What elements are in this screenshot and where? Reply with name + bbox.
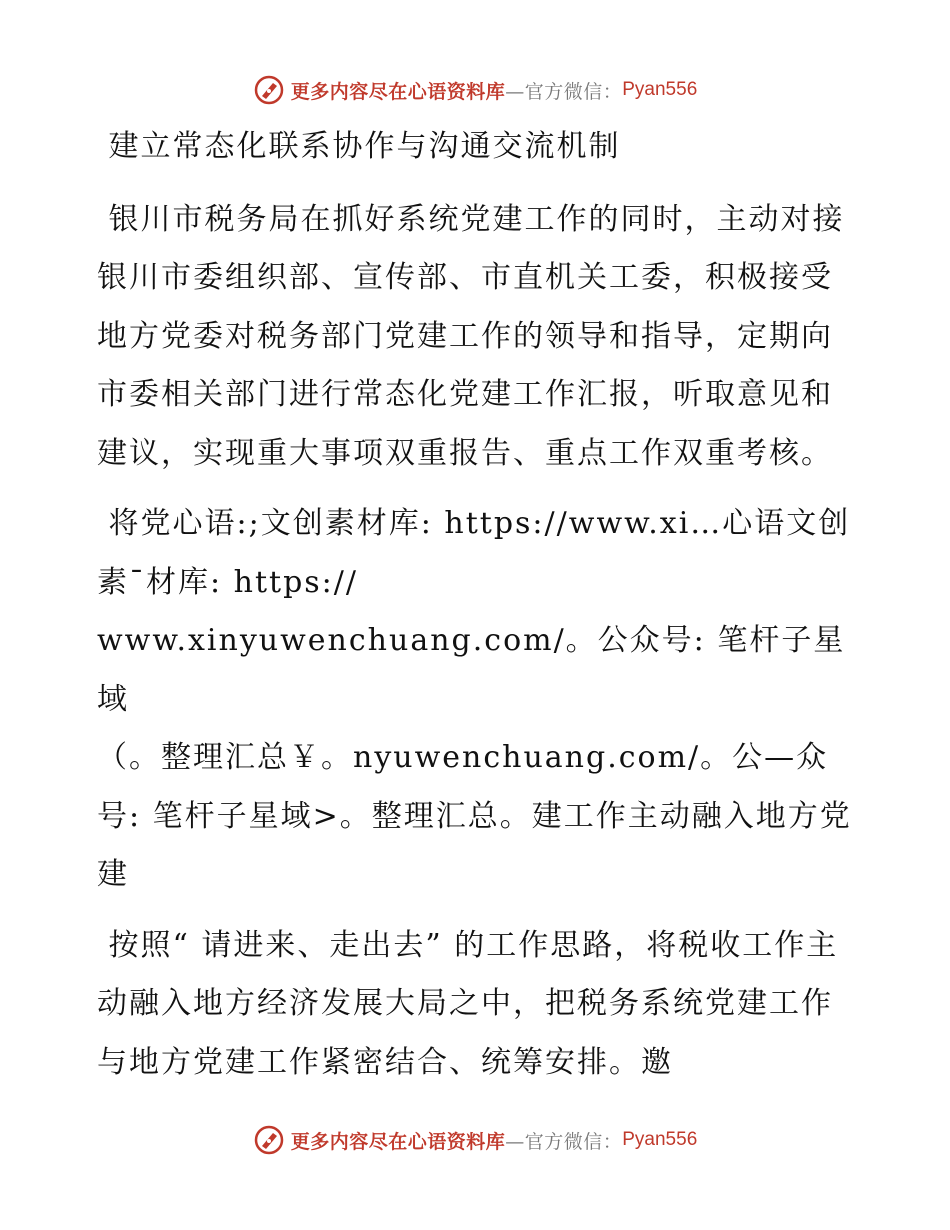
paragraph-1: 银川市税务局在抓好系统党建工作的同时，主动对接银川市委组织部、宣传部、市直机关工委，积极接受地方党委对税务部门党建工作的领导和指导，定期向市委相关部门进行常态化党建工作汇报，听取意见和建议，实现重大事项双重报告、重点工作双重考核。 xyxy=(97,201,845,471)
pen-logo-icon xyxy=(253,74,285,106)
paragraph-3: 按照“ 请进来、走出去” 的工作思路，将税收工作主动融入地方经济发展大局之中，把税务系统党建工作与地方党建工作紧密结合、统筹安排。邀 xyxy=(97,927,839,1080)
paragraph-2-line-2: www.xinyuwenchuang.com/。公众号: 笔杆子星域 xyxy=(97,623,846,717)
footer-watermark-banner xyxy=(0,1120,950,1160)
section-heading: 建立常态化联系协作与沟通交流机制 xyxy=(97,129,621,164)
document-body xyxy=(97,118,857,1104)
watermark-text-main: 更多内容尽在心语资料库 xyxy=(290,1130,506,1153)
watermark-text-wechat-id: Pyan556 xyxy=(622,79,698,100)
paragraph-2-line-1: 将党心语:;文创素材库: https://www.xi…心语文创素¯材库: https:// xyxy=(97,506,851,600)
pen-logo-icon xyxy=(253,1124,285,1156)
watermark-text-label: —官方微信： xyxy=(505,1130,623,1153)
header-watermark-banner xyxy=(0,70,950,110)
watermark-text-main: 更多内容尽在心语资料库 xyxy=(290,80,506,103)
paragraph-2-line-3: （。整理汇总￥。nyuwenchuang.com/。公—众号: 笔杆子星域>。整理汇总。建工作主动融入地方党建 xyxy=(97,740,852,892)
watermark-text-wechat-id: Pyan556 xyxy=(622,1129,698,1150)
watermark-text-label: —官方微信： xyxy=(505,80,623,103)
